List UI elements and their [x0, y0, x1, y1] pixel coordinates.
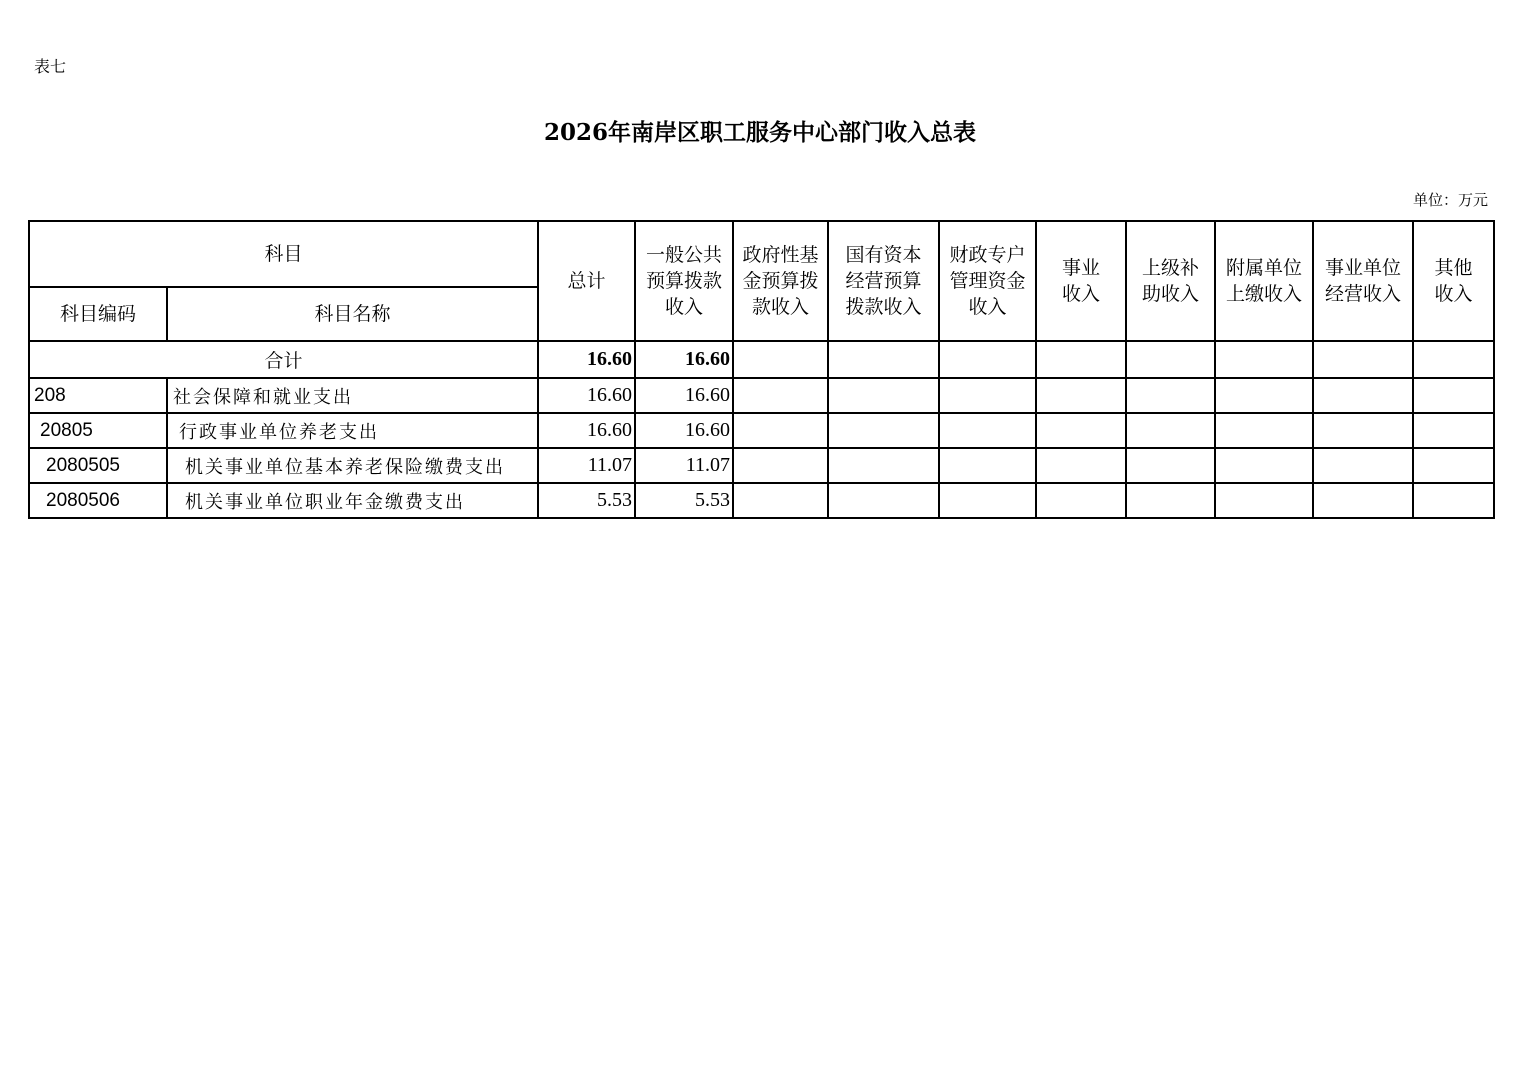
header-other-income: 其他 收入 [1413, 221, 1494, 341]
header-row-1 [29, 221, 1494, 287]
subject-name: 机关事业单位基本养老保险缴费支出 [167, 448, 538, 483]
header-subject-name: 科目名称 [167, 287, 538, 341]
header-gov-fund-budget: 政府性基 金预算拨 款收入 [733, 221, 828, 341]
table-row [29, 413, 1494, 448]
income-summary-table [28, 220, 1495, 519]
header-state-capital-budget: 国有资本 经营预算 拨款收入 [828, 221, 939, 341]
header-business-income: 事业 收入 [1036, 221, 1126, 341]
header-subject-code: 科目编码 [29, 287, 167, 341]
header-affiliated-unit-payment: 附属单位 上缴收入 [1215, 221, 1313, 341]
row-total: 16.60 [538, 378, 635, 413]
header-superior-subsidy: 上级补 助收入 [1126, 221, 1215, 341]
header-business-unit-operating: 事业单位 经营收入 [1313, 221, 1413, 341]
subject-code: 20805 [29, 413, 167, 448]
subject-name: 社会保障和就业支出 [167, 378, 538, 413]
total-row [29, 341, 1494, 378]
header-fiscal-special-account: 财政专户 管理资金 收入 [939, 221, 1036, 341]
subject-name: 机关事业单位职业年金缴费支出 [167, 483, 538, 518]
header-total: 总计 [538, 221, 635, 341]
subject-name: 行政事业单位养老支出 [167, 413, 538, 448]
total-label: 合计 [29, 341, 538, 378]
unit-label: 单位：万元 [1412, 191, 1488, 209]
page-title: 2026年南岸区职工服务中心部门收入总表 [543, 119, 976, 146]
row-general-public-budget: 16.60 [635, 378, 733, 413]
total-row-total: 16.60 [538, 341, 635, 378]
subject-code: 208 [29, 378, 167, 413]
subject-code: 2080505 [29, 448, 167, 483]
header-subject-group: 科目 [29, 221, 538, 287]
row-general-public-budget: 5.53 [635, 483, 733, 518]
header-general-public-budget: 一般公共 预算拨款 收入 [635, 221, 733, 341]
row-general-public-budget: 16.60 [635, 413, 733, 448]
row-total: 11.07 [538, 448, 635, 483]
table-row [29, 483, 1494, 518]
row-general-public-budget: 11.07 [635, 448, 733, 483]
subject-code: 2080506 [29, 483, 167, 518]
table-number: 表七 [34, 57, 67, 76]
table-row [29, 448, 1494, 483]
row-total: 16.60 [538, 413, 635, 448]
total-row-general-public-budget: 16.60 [635, 341, 733, 378]
row-total: 5.53 [538, 483, 635, 518]
table-row [29, 378, 1494, 413]
